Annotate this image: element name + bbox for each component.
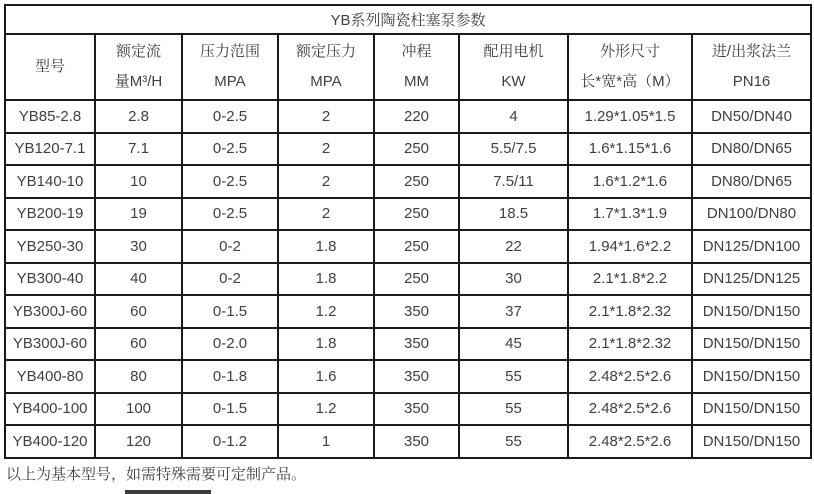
cell-motor: 30 — [459, 263, 568, 296]
table-row — [5, 393, 811, 426]
cell-stroke: 220 — [374, 100, 459, 133]
cell-flow: 60 — [95, 328, 182, 361]
cell-rated-pressure: 1 — [278, 425, 374, 458]
cell-model: YB120-7.1 — [5, 133, 95, 166]
header-rated-pressure-line2: MPA — [310, 73, 342, 90]
cell-dimensions: 2.48*2.5*2.6 — [568, 360, 692, 393]
cell-motor: 7.5/11 — [459, 165, 568, 198]
table-row — [5, 133, 811, 166]
header-stroke-line1: 冲程 — [401, 43, 432, 60]
cell-stroke: 350 — [374, 328, 459, 361]
header-flange-line2: PN16 — [732, 73, 771, 90]
header-motor — [459, 34, 568, 100]
cell-pressure-range: 0-1.5 — [182, 393, 278, 426]
cell-rated-pressure: 1.2 — [278, 393, 374, 426]
cell-flow: 40 — [95, 263, 182, 296]
cell-dimensions: 1.6*1.15*1.6 — [568, 133, 692, 166]
cell-pressure-range: 0-1.2 — [182, 425, 278, 458]
spec-table — [4, 4, 812, 459]
cell-flow: 19 — [95, 198, 182, 231]
cell-pressure-range: 0-2 — [182, 263, 278, 296]
cell-motor: 55 — [459, 393, 568, 426]
table-row — [5, 100, 811, 133]
cell-flow: 120 — [95, 425, 182, 458]
cell-pressure-range: 0-2.5 — [182, 198, 278, 231]
cell-rated-pressure: 1.8 — [278, 263, 374, 296]
table-row — [5, 360, 811, 393]
cell-model: YB400-80 — [5, 360, 95, 393]
cell-pressure-range: 0-2.5 — [182, 133, 278, 166]
cell-dimensions: 2.1*1.8*2.32 — [568, 295, 692, 328]
header-model — [5, 34, 95, 100]
cell-model: YB400-120 — [5, 425, 95, 458]
cell-model: YB300-40 — [5, 263, 95, 296]
cell-stroke: 350 — [374, 360, 459, 393]
cell-flow: 2.8 — [95, 100, 182, 133]
header-rated-pressure — [278, 34, 374, 100]
table-row — [5, 295, 811, 328]
cell-model: YB300J-60 — [5, 295, 95, 328]
cell-motor: 55 — [459, 425, 568, 458]
cell-flange: DN100/DN80 — [692, 198, 811, 231]
cell-flange: DN125/DN100 — [692, 230, 811, 263]
table-row — [5, 165, 811, 198]
cell-flow: 30 — [95, 230, 182, 263]
header-pressure-range-line2: MPA — [214, 73, 246, 90]
table-row — [5, 328, 811, 361]
cell-flange: DN150/DN150 — [692, 393, 811, 426]
footer-note: 以上为基本型号，如需特殊需要可定制产品。 — [6, 466, 307, 483]
cell-motor: 45 — [459, 328, 568, 361]
cell-model: YB250-30 — [5, 230, 95, 263]
cell-dimensions: 2.1*1.8*2.2 — [568, 263, 692, 296]
table-title: YB系列陶瓷柱塞泵参数 — [5, 5, 811, 34]
cell-stroke: 250 — [374, 263, 459, 296]
cell-flow: 60 — [95, 295, 182, 328]
cell-pressure-range: 0-2.0 — [182, 328, 278, 361]
cell-motor: 5.5/7.5 — [459, 133, 568, 166]
header-motor-line2: KW — [501, 73, 526, 90]
header-motor-line1: 配用电机 — [483, 43, 544, 60]
table-row — [5, 425, 811, 458]
header-dimensions-line1: 外形尺寸 — [599, 43, 660, 60]
header-pressure-range-line1: 压力范围 — [199, 43, 260, 60]
cell-stroke: 250 — [374, 165, 459, 198]
cell-flange: DN150/DN150 — [692, 328, 811, 361]
cell-dimensions: 2.48*2.5*2.6 — [568, 425, 692, 458]
header-pressure-range — [182, 34, 278, 100]
table-row — [5, 198, 811, 231]
cell-flow: 80 — [95, 360, 182, 393]
header-flange — [692, 34, 811, 100]
cell-motor: 22 — [459, 230, 568, 263]
cell-flow: 100 — [95, 393, 182, 426]
table-row — [5, 230, 811, 263]
cell-stroke: 250 — [374, 230, 459, 263]
cell-stroke: 350 — [374, 295, 459, 328]
cell-rated-pressure: 2 — [278, 100, 374, 133]
header-stroke — [374, 34, 459, 100]
cell-pressure-range: 0-2.5 — [182, 100, 278, 133]
cell-motor: 37 — [459, 295, 568, 328]
cell-dimensions: 2.1*1.8*2.32 — [568, 328, 692, 361]
header-rated-pressure-line1: 额定压力 — [295, 43, 356, 60]
header-dimensions-line2: 长*宽*高（M） — [580, 73, 680, 90]
header-stroke-line2: MM — [404, 73, 429, 90]
cell-rated-pressure: 1.8 — [278, 328, 374, 361]
cell-stroke: 350 — [374, 425, 459, 458]
cell-stroke: 250 — [374, 198, 459, 231]
cell-motor: 4 — [459, 100, 568, 133]
cell-flange: DN125/DN125 — [692, 263, 811, 296]
cell-dimensions: 1.94*1.6*2.2 — [568, 230, 692, 263]
cell-pressure-range: 0-2 — [182, 230, 278, 263]
cell-model: YB400-100 — [5, 393, 95, 426]
cell-flange: DN50/DN40 — [692, 100, 811, 133]
cell-rated-pressure: 1.2 — [278, 295, 374, 328]
cell-flow: 10 — [95, 165, 182, 198]
cell-stroke: 350 — [374, 393, 459, 426]
cell-flow: 7.1 — [95, 133, 182, 166]
cell-flange: DN80/DN65 — [692, 165, 811, 198]
cell-rated-pressure: 2 — [278, 165, 374, 198]
cell-rated-pressure: 2 — [278, 198, 374, 231]
table-title-row — [5, 5, 811, 34]
table-row — [5, 263, 811, 296]
cell-flange: DN150/DN150 — [692, 295, 811, 328]
header-flow-line2: 量M³/H — [114, 73, 163, 90]
cell-dimensions: 2.48*2.5*2.6 — [568, 393, 692, 426]
cell-rated-pressure: 2 — [278, 133, 374, 166]
header-flow-line1: 额定流 — [115, 43, 161, 60]
cell-stroke: 250 — [374, 133, 459, 166]
cell-dimensions: 1.29*1.05*1.5 — [568, 100, 692, 133]
cell-flange: DN150/DN150 — [692, 425, 811, 458]
header-model-label: 型号 — [34, 58, 65, 75]
cell-rated-pressure: 1.6 — [278, 360, 374, 393]
cell-rated-pressure: 1.8 — [278, 230, 374, 263]
cell-model: YB300J-60 — [5, 328, 95, 361]
cell-dimensions: 1.6*1.2*1.6 — [568, 165, 692, 198]
cell-pressure-range: 0-2.5 — [182, 165, 278, 198]
cell-dimensions: 1.7*1.3*1.9 — [568, 198, 692, 231]
table-header-row — [5, 34, 811, 100]
cell-pressure-range: 0-1.5 — [182, 295, 278, 328]
cutoff-element-bar — [125, 490, 211, 494]
cell-model: YB85-2.8 — [5, 100, 95, 133]
header-flange-line1: 进/出浆法兰 — [711, 43, 792, 60]
cell-motor: 18.5 — [459, 198, 568, 231]
cell-model: YB140-10 — [5, 165, 95, 198]
cell-flange: DN150/DN150 — [692, 360, 811, 393]
header-dimensions — [568, 34, 692, 100]
cell-motor: 55 — [459, 360, 568, 393]
cell-flange: DN80/DN65 — [692, 133, 811, 166]
header-flow — [95, 34, 182, 100]
cell-model: YB200-19 — [5, 198, 95, 231]
cell-pressure-range: 0-1.8 — [182, 360, 278, 393]
